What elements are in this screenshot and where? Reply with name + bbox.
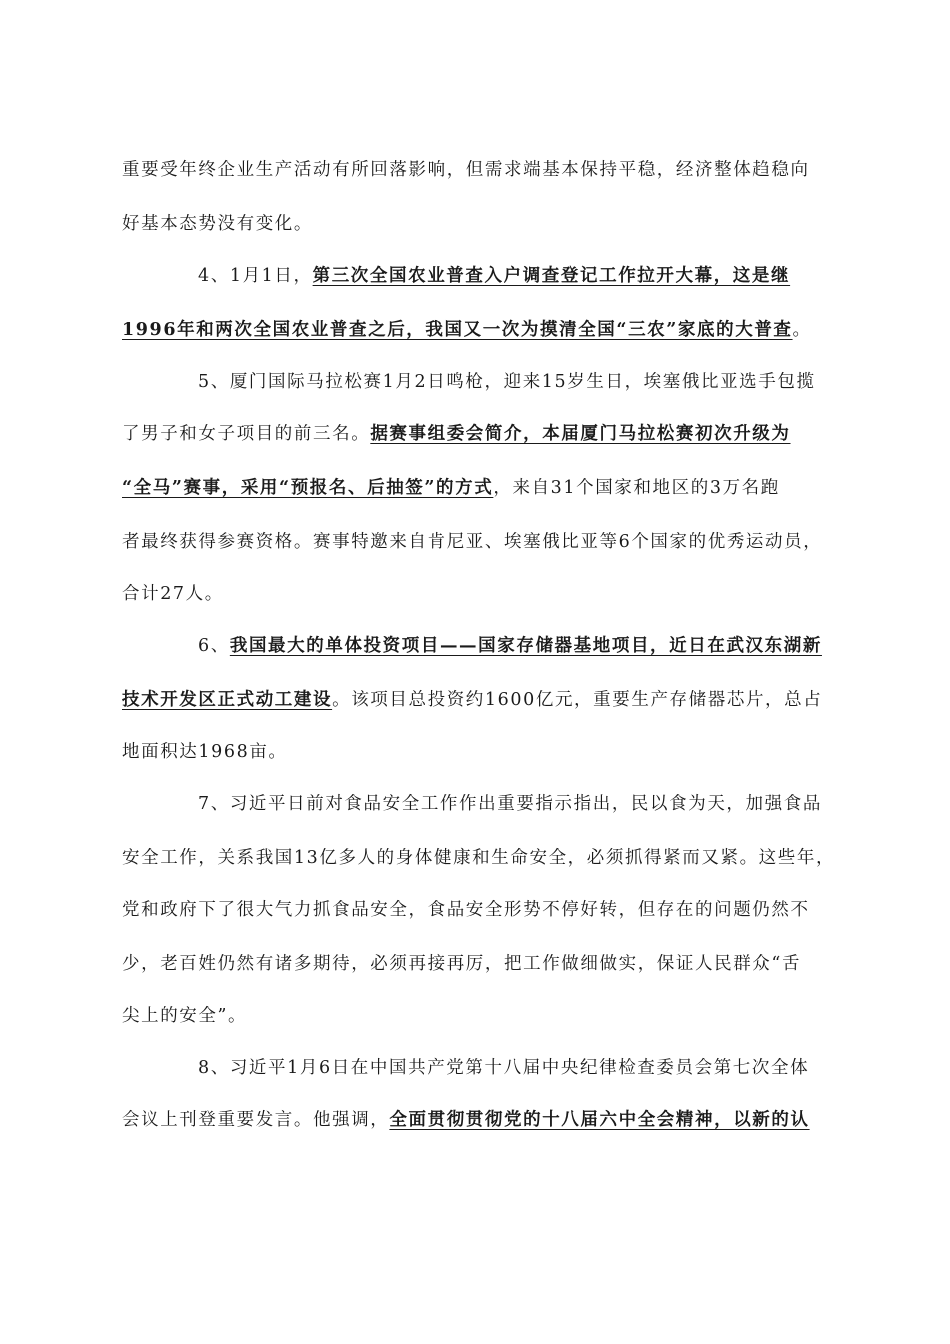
paragraph-7-start bbox=[198, 790, 832, 818]
highlighted-text: 第三次全国农业普查入户调查登记工作拉开大幕，这是继 bbox=[312, 266, 791, 286]
text-line bbox=[122, 210, 832, 238]
text-span: 合计27人。 bbox=[122, 584, 224, 604]
text-span: 尖上的安全”。 bbox=[122, 1006, 248, 1026]
highlighted-text: “全马”赛事，采用“预报名、后抽签”的方式 bbox=[122, 478, 494, 498]
text-line bbox=[122, 844, 836, 872]
text-span: 安全工作，关系我国13亿多人的身体健康和生命安全，必须抓得紧而又紧。这些年， bbox=[122, 848, 836, 868]
highlighted-text: 全面贯彻贯彻党的十八届六中全会精神，以新的认 bbox=[389, 1110, 810, 1130]
highlighted-text: 据赛事组委会简介，本届厦门马拉松赛初次升级为 bbox=[370, 424, 791, 444]
text-span: 。 bbox=[792, 320, 812, 340]
text-span: 党和政府下了很大气力抓食品安全，食品安全形势不停好转，但存在的问题仍然不 bbox=[122, 900, 810, 920]
text-line bbox=[122, 896, 832, 924]
text-span: 5、厦门国际马拉松赛1月2日鸣枪，迎来15岁生日，埃塞俄比亚选手包揽 bbox=[198, 372, 816, 392]
text-line bbox=[122, 474, 832, 502]
highlighted-text: 1996年和两次全国农业普查之后，我国又一次为摸清全国“三农”家底的大普查 bbox=[122, 320, 793, 340]
text-span: 会议上刊登重要发言。他强调， bbox=[122, 1110, 390, 1130]
paragraph-5-start bbox=[198, 368, 832, 396]
text-line bbox=[122, 156, 832, 184]
text-span: 地面积达1968亩。 bbox=[122, 742, 288, 762]
text-span: 8、习近平1月6日在中国共产党第十八届中央纪律检查委员会第七次全体 bbox=[198, 1058, 810, 1078]
text-line bbox=[122, 528, 832, 556]
text-span: 好基本态势没有变化。 bbox=[122, 214, 313, 234]
paragraph-4-start bbox=[198, 262, 832, 290]
paragraph-8-start bbox=[198, 1054, 832, 1082]
text-span: 6、 bbox=[198, 636, 230, 656]
text-line bbox=[122, 950, 832, 978]
text-span: 。该项目总投资约1600亿元，重要生产存储器芯片，总占 bbox=[332, 690, 823, 710]
highlighted-text: 我国最大的单体投资项目——国家存储器基地项目，近日在武汉东湖新 bbox=[229, 636, 822, 656]
text-line bbox=[122, 316, 832, 344]
text-span: 重要受年终企业生产活动有所回落影响，但需求端基本保持平稳，经济整体趋稳向 bbox=[122, 160, 810, 180]
text-span: 7、习近平日前对食品安全工作作出重要指示指出，民以食为天，加强食品 bbox=[198, 794, 822, 814]
text-line bbox=[122, 420, 832, 448]
text-line bbox=[122, 1106, 832, 1134]
highlighted-text: 技术开发区正式动工建设 bbox=[122, 690, 333, 710]
paragraph-6-start bbox=[198, 632, 832, 660]
text-span: 4、1月1日， bbox=[198, 266, 313, 286]
text-line bbox=[122, 686, 832, 714]
text-line bbox=[122, 580, 832, 608]
text-span: 了男子和女子项目的前三名。 bbox=[122, 424, 371, 444]
text-span: 少，老百姓仍然有诸多期待，必须再接再厉，把工作做细做实，保证人民群众“舌 bbox=[122, 954, 802, 974]
text-span: 者最终获得参赛资格。赛事特邀来自肯尼亚、埃塞俄比亚等6个国家的优秀运动员， bbox=[122, 532, 823, 552]
text-span: ，来自31个国家和地区的3万名跑 bbox=[493, 478, 780, 498]
text-line bbox=[122, 1002, 832, 1030]
text-line bbox=[122, 738, 832, 766]
